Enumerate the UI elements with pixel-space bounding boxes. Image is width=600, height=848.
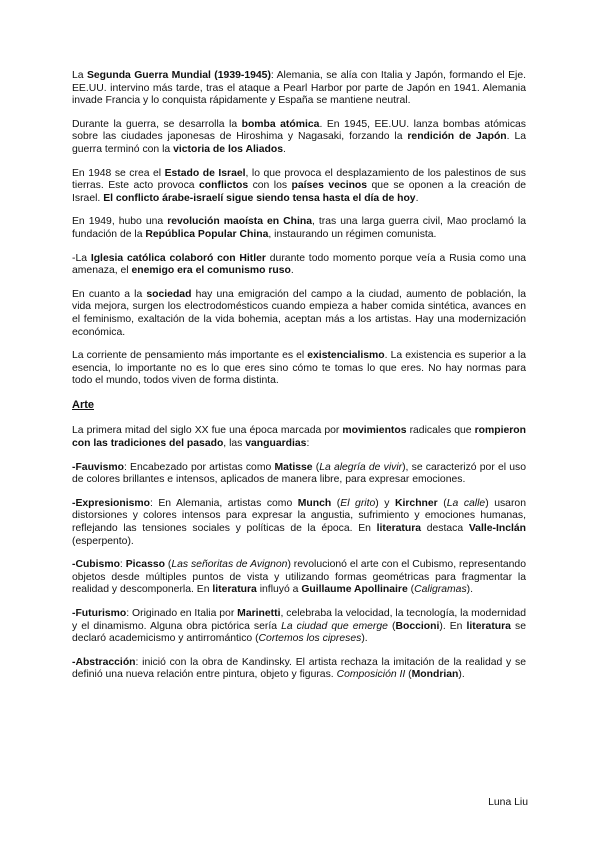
- text-run: , lo que provoca el desplazamiento de los palestinos de sus tierras. Este acto provoca: [72, 167, 526, 192]
- paragraph: [72, 657, 526, 682]
- bold-text: revolución maoísta en China: [167, 216, 313, 228]
- paragraph: [72, 119, 526, 157]
- text-run: , las: [223, 438, 246, 450]
- italic-text: Composición II: [336, 669, 406, 681]
- paragraph: [72, 253, 526, 278]
- bold-text: victoria de los Aliados: [173, 143, 283, 155]
- paragraph: [72, 462, 526, 487]
- text-run: hay una emigración del campo a la ciudad, aumento de población, la vida mejora, surgen los electrodomésticos cuando empieza a haber comida sintética, avances en el feminismo, exaltación de la vida bohemia, aceptan más a los artistas. Hay una modernización económica.: [72, 288, 526, 338]
- text-run: La: [72, 70, 87, 81]
- text-run: (: [437, 497, 447, 509]
- paragraph: [72, 289, 526, 339]
- paragraph: [72, 559, 526, 597]
- bold-text: existencialismo: [307, 350, 385, 362]
- bold-text: vanguardias: [245, 438, 307, 450]
- text-run: : Alemania, se alía con Italia y Japón, formando el Eje. EE.UU. intervino más tarde, tras el ataque a Pearl Harbor por parte de Japón en 1941. Alemania invade Francia y lo conquista rápidamente y España se mantiene neutral.: [72, 70, 526, 107]
- bold-text: República Popular China: [145, 228, 269, 240]
- bold-text: Matisse: [274, 461, 313, 473]
- text-run: ) revolucionó el arte con el Cubismo, representando objetos desde múltiples puntos de vista y utilizando formas geométricas para fragmentar la realidad y descomponerla. En: [72, 559, 526, 596]
- bold-text: bomba atómica: [241, 118, 320, 130]
- paragraph: [72, 216, 526, 241]
- bold-text: El conflicto árabe-israelí sigue siendo tensa hasta el día de hoy: [103, 192, 416, 204]
- italic-text: La ciudad que emerge: [281, 620, 388, 632]
- text-run: : Encabezado por artistas como: [123, 461, 275, 473]
- paragraph: [72, 425, 526, 450]
- text-run: : Originado en Italia por: [126, 608, 238, 619]
- text-run: .: [290, 265, 294, 277]
- bold-text: Guillaume Apollinaire: [301, 584, 408, 596]
- bold-text: movimientos: [342, 425, 407, 437]
- bold-text: -Expresionismo: [72, 497, 150, 509]
- text-run: . La existencia es superior a la esencia, lo importante no es lo que eres sino cómo te tomas lo que eres. No hay normas para todo el mundo, todos viven de forma distinta.: [72, 350, 526, 387]
- bold-text: conflictos: [199, 180, 249, 192]
- bold-text: -Abstracción: [72, 656, 136, 668]
- bold-text: Boccioni: [395, 620, 440, 632]
- text-run: .: [282, 143, 286, 155]
- bold-text: Marinetti: [237, 608, 281, 619]
- text-run: (esperpento).: [72, 535, 134, 547]
- italic-text: Las señoritas de Avignon: [171, 559, 288, 571]
- bold-text: Valle-Inclán: [468, 523, 526, 535]
- text-run: La corriente de pensamiento más importante es el: [72, 350, 308, 362]
- text-run: .: [415, 192, 419, 204]
- text-run: (: [331, 497, 341, 509]
- text-run: se declaró academicismo y antirromántico (: [72, 620, 526, 645]
- text-run: (: [164, 559, 172, 571]
- bold-text: Mondrian: [411, 669, 459, 681]
- document-body: [72, 70, 526, 693]
- text-run: . En 1945, EE.UU. lanza bombas atómicas sobre las ciudades japonesas de Hiroshima y Nagasaki, forzando la: [72, 118, 526, 143]
- section-heading: [72, 399, 526, 412]
- text-run: En 1948 se crea el: [72, 167, 165, 179]
- italic-text: Caligramas: [414, 584, 467, 596]
- paragraph: [72, 350, 526, 388]
- text-run: -La: [72, 252, 91, 264]
- bold-text: países vecinos: [291, 180, 368, 192]
- bold-text: -Futurismo: [72, 608, 127, 619]
- text-run: (: [387, 620, 396, 632]
- bold-text: enemigo era el comunismo ruso: [131, 265, 291, 277]
- italic-text: El grito: [340, 497, 376, 509]
- bold-text: rendición de Japón: [407, 131, 507, 143]
- text-run: : inició con la obra de Kandinsky. El artista rechaza la imitación de la realidad y se definió una nueva relación entre pintura, objeto y figuras.: [72, 656, 526, 681]
- text-run: con los: [248, 180, 292, 192]
- text-run: La primera mitad del siglo XX fue una época marcada por: [72, 425, 343, 437]
- italic-text: Cortemos los cipreses: [258, 633, 362, 645]
- text-run: que se oponen a la creación de Israel.: [72, 180, 527, 204]
- bold-text: literatura: [212, 584, 257, 596]
- text-run: durante todo momento porque veía a Rusia como una amenaza, el: [72, 252, 527, 277]
- bold-text: Picasso: [125, 559, 165, 571]
- text-run: ), se caracterizó por el uso de colores brillantes e intensos, aplicados de manera libre, para expresar emociones.: [72, 461, 526, 486]
- bold-text: Munch: [297, 497, 332, 509]
- text-run: Durante la guerra, se desarrolla la: [72, 118, 242, 130]
- text-run: , celebraba la velocidad, la tecnología, la modernidad y el dinamismo. Alguna obra pictórica sería: [72, 608, 526, 632]
- text-run: destaca: [421, 523, 469, 535]
- text-run: :: [306, 438, 310, 450]
- text-run: ).: [458, 669, 465, 681]
- bold-text: literatura: [466, 620, 511, 632]
- text-run: (: [407, 584, 415, 596]
- text-run: (: [312, 461, 320, 473]
- paragraph: [72, 498, 526, 548]
- text-run: ).: [361, 633, 368, 645]
- bold-text: Arte: [72, 398, 95, 411]
- bold-text: sociedad: [146, 288, 192, 300]
- bold-text: Segunda Guerra Mundial (1939-1945): [86, 70, 271, 81]
- text-run: En cuanto a la: [72, 288, 147, 300]
- bold-text: -Fauvismo: [72, 461, 124, 473]
- text-run: influyó a: [256, 584, 302, 596]
- text-run: . La guerra terminó con la: [72, 131, 527, 155]
- text-run: (: [405, 669, 412, 681]
- paragraph: [72, 70, 526, 108]
- bold-text: Kirchner: [395, 497, 438, 509]
- bold-text: literatura: [376, 523, 422, 535]
- footer-author: Luna Liu: [488, 797, 528, 808]
- text-run: ) usaron distorsiones y colores intensos para expresar la angustia, sufrimiento y emociones humanas, reflejando las tensiones sociales y políticas de la época. En: [72, 497, 526, 535]
- text-run: :: [119, 559, 126, 571]
- bold-text: -Cubismo: [72, 559, 120, 571]
- text-run: , instaurando un régimen comunista.: [268, 228, 437, 240]
- paragraph: [72, 168, 526, 206]
- text-run: ). En: [439, 620, 467, 632]
- bold-text: Estado de Israel: [164, 167, 246, 179]
- text-run: ) y: [375, 497, 395, 509]
- italic-text: La calle: [446, 497, 486, 509]
- text-run: , tras una larga guerra civil, Mao proclamó la fundación de la: [72, 216, 526, 240]
- text-run: En 1949, hubo una: [72, 216, 168, 228]
- paragraph: [72, 608, 526, 646]
- text-run: ).: [466, 584, 474, 596]
- italic-text: La alegría de vivir: [319, 461, 403, 473]
- text-run: : En Alemania, artistas como: [149, 497, 298, 509]
- bold-text: Iglesia católica colaboró con Hitler: [90, 252, 266, 264]
- bold-text: rompieron con las tradiciones del pasado: [72, 425, 526, 450]
- text-run: radicales que: [406, 425, 475, 437]
